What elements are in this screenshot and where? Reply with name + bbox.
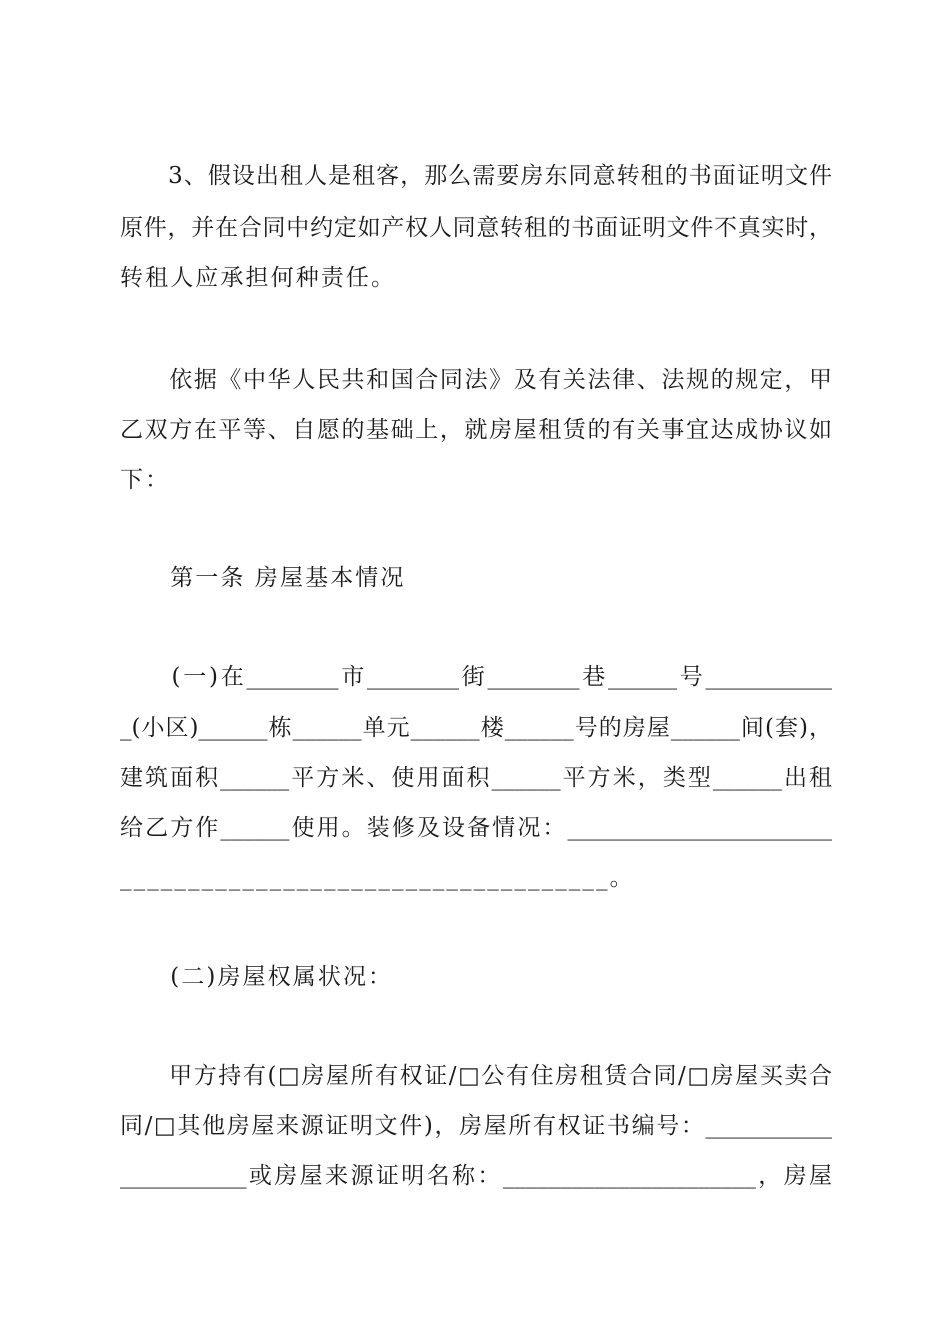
clause-1-line-5: ____________________________________。	[120, 865, 635, 891]
article-1-heading: 第一条 房屋基本情况	[120, 565, 406, 591]
preamble-line-2: 乙双方在平等、自愿的基础上，就房屋租赁的有关事宜达成协议如	[120, 417, 832, 443]
ownership-line-1: 甲方持有(□房屋所有权证/□公有住房租赁合同/□房屋买卖合	[120, 1063, 832, 1089]
paragraph-3-line-2: 原件，并在合同中约定如产权人同意转租的书面证明文件不真实时，	[120, 215, 832, 241]
clause-2-heading: (二)房屋权属状况：	[120, 964, 394, 990]
preamble-line-3: 下：	[120, 467, 171, 493]
clause-1-line-3: 建筑面积______平方米、使用面积______平方米，类型______出租	[120, 765, 832, 791]
ownership-line-2: 同/□其他房屋来源证明文件)，房屋所有权证书编号：___________	[120, 1113, 832, 1139]
paragraph-3-line-3: 转租人应承担何种责任。	[120, 265, 397, 291]
clause-1-line-4: 给乙方作______使用。装修及设备情况：_______________________	[120, 815, 832, 841]
clause-1-line-1: (一)在________市________街________巷______号___________	[120, 664, 832, 690]
ownership-line-3: ___________或房屋来源证明名称：______________________，房屋	[120, 1163, 832, 1189]
preamble-line-1: 依据《中华人民共和国合同法》及有关法律、法规的规定，甲	[120, 367, 832, 393]
clause-1-line-2: _(小区)______栋______单元______楼______号的房屋______间(套)，	[120, 715, 832, 741]
paragraph-3-line-1: 3、假设出租人是租客，那么需要房东同意转租的书面证明文件	[120, 163, 832, 189]
